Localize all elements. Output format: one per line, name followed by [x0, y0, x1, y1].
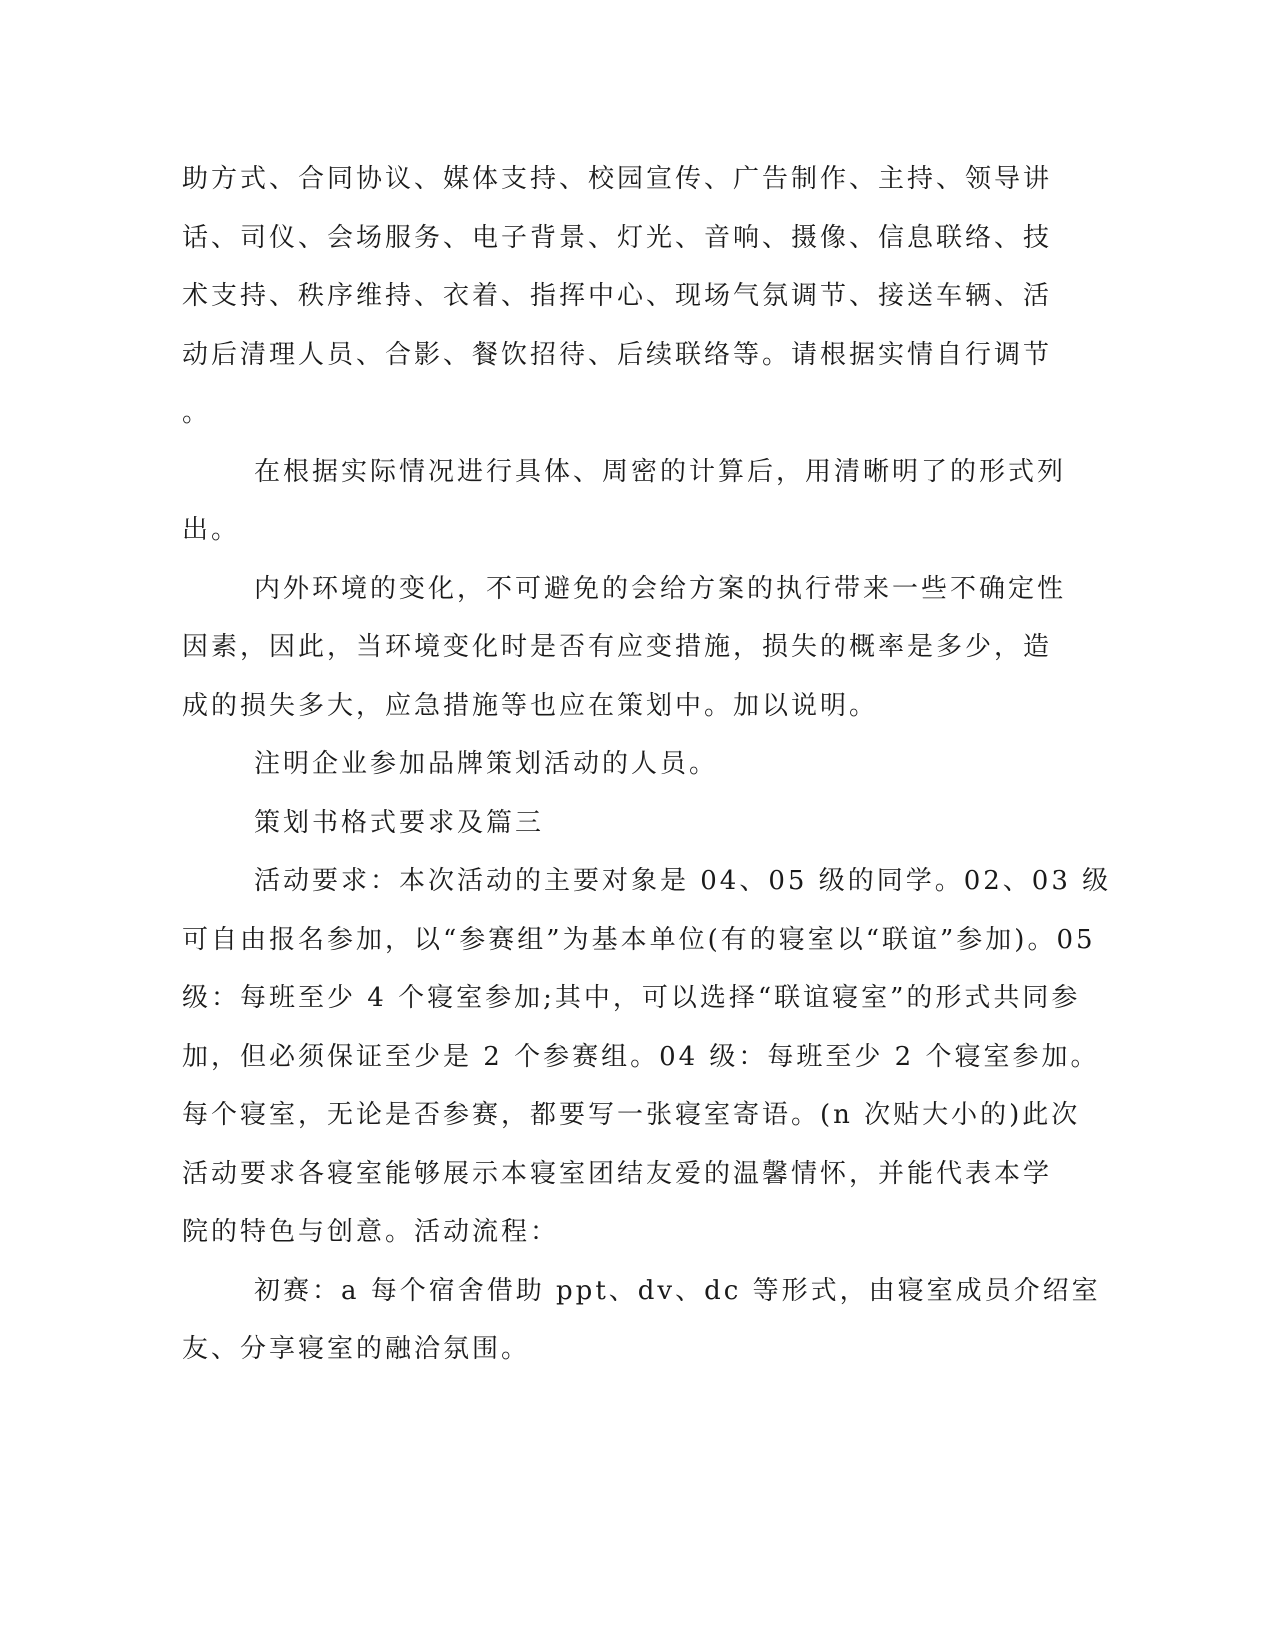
paragraph-start-line: 活动要求：本次活动的主要对象是 04、05 级的同学。02、03 级	[254, 866, 1112, 896]
text-line: 加，但必须保证至少是 2 个参赛组。04 级：每班至少 2 个寝室参加。	[182, 1041, 1100, 1072]
text-line: 动后清理人员、合影、餐饮招待、后续联络等。请根据实情自行调节	[182, 339, 1053, 370]
paragraph-start-line: 初赛：a 每个宿舍借助 ppt、dv、dc 等形式，由寝室成员介绍室	[254, 1275, 1101, 1306]
text-line: 院的特色与创意。活动流程：	[182, 1217, 560, 1247]
text-line: 话、司仪、会场服务、电子背景、灯光、音响、摄像、信息联络、技	[182, 222, 1053, 253]
text-line: 术支持、秩序维持、衣着、指挥中心、现场气氛调节、接送车辆、活	[182, 281, 1053, 311]
text-line: 。	[182, 398, 212, 428]
text-line: 活动要求各寝室能够展示本寝室团结友爱的温馨情怀，并能代表本学	[182, 1158, 1053, 1189]
text-line: 每个寝室，无论是否参赛，都要写一张寝室寄语。(n 次贴大小的)此次	[182, 1100, 1081, 1130]
paragraph-start-line: 内外环境的变化，不可避免的会给方案的执行带来一些不确定性	[254, 573, 1067, 604]
text-line: 可自由报名参加，以“参赛组”为基本单位(有的寝室以“联谊”参加)。05	[182, 924, 1096, 955]
document-body	[182, 150, 1112, 1379]
paragraph-start-line: 在根据实际情况进行具体、周密的计算后，用清晰明了的形式列	[254, 456, 1067, 487]
text-line: 级：每班至少 4 个寝室参加;其中，可以选择“联谊寝室”的形式共同参	[182, 983, 1081, 1013]
text-line: 成的损失多大，应急措施等也应在策划中。加以说明。	[182, 690, 879, 721]
text-line: 因素，因此，当环境变化时是否有应变措施，损失的概率是多少，造	[182, 632, 1053, 662]
section-heading: 策划书格式要求及篇三	[254, 807, 545, 838]
text-line: 友、分享寝室的融洽氛围。	[182, 1334, 531, 1364]
text-line: 出。	[182, 515, 241, 545]
paragraph-start-line: 注明企业参加品牌策划活动的人员。	[254, 749, 719, 779]
text-line: 助方式、合同协议、媒体支持、校园宣传、广告制作、主持、领导讲	[182, 164, 1053, 194]
